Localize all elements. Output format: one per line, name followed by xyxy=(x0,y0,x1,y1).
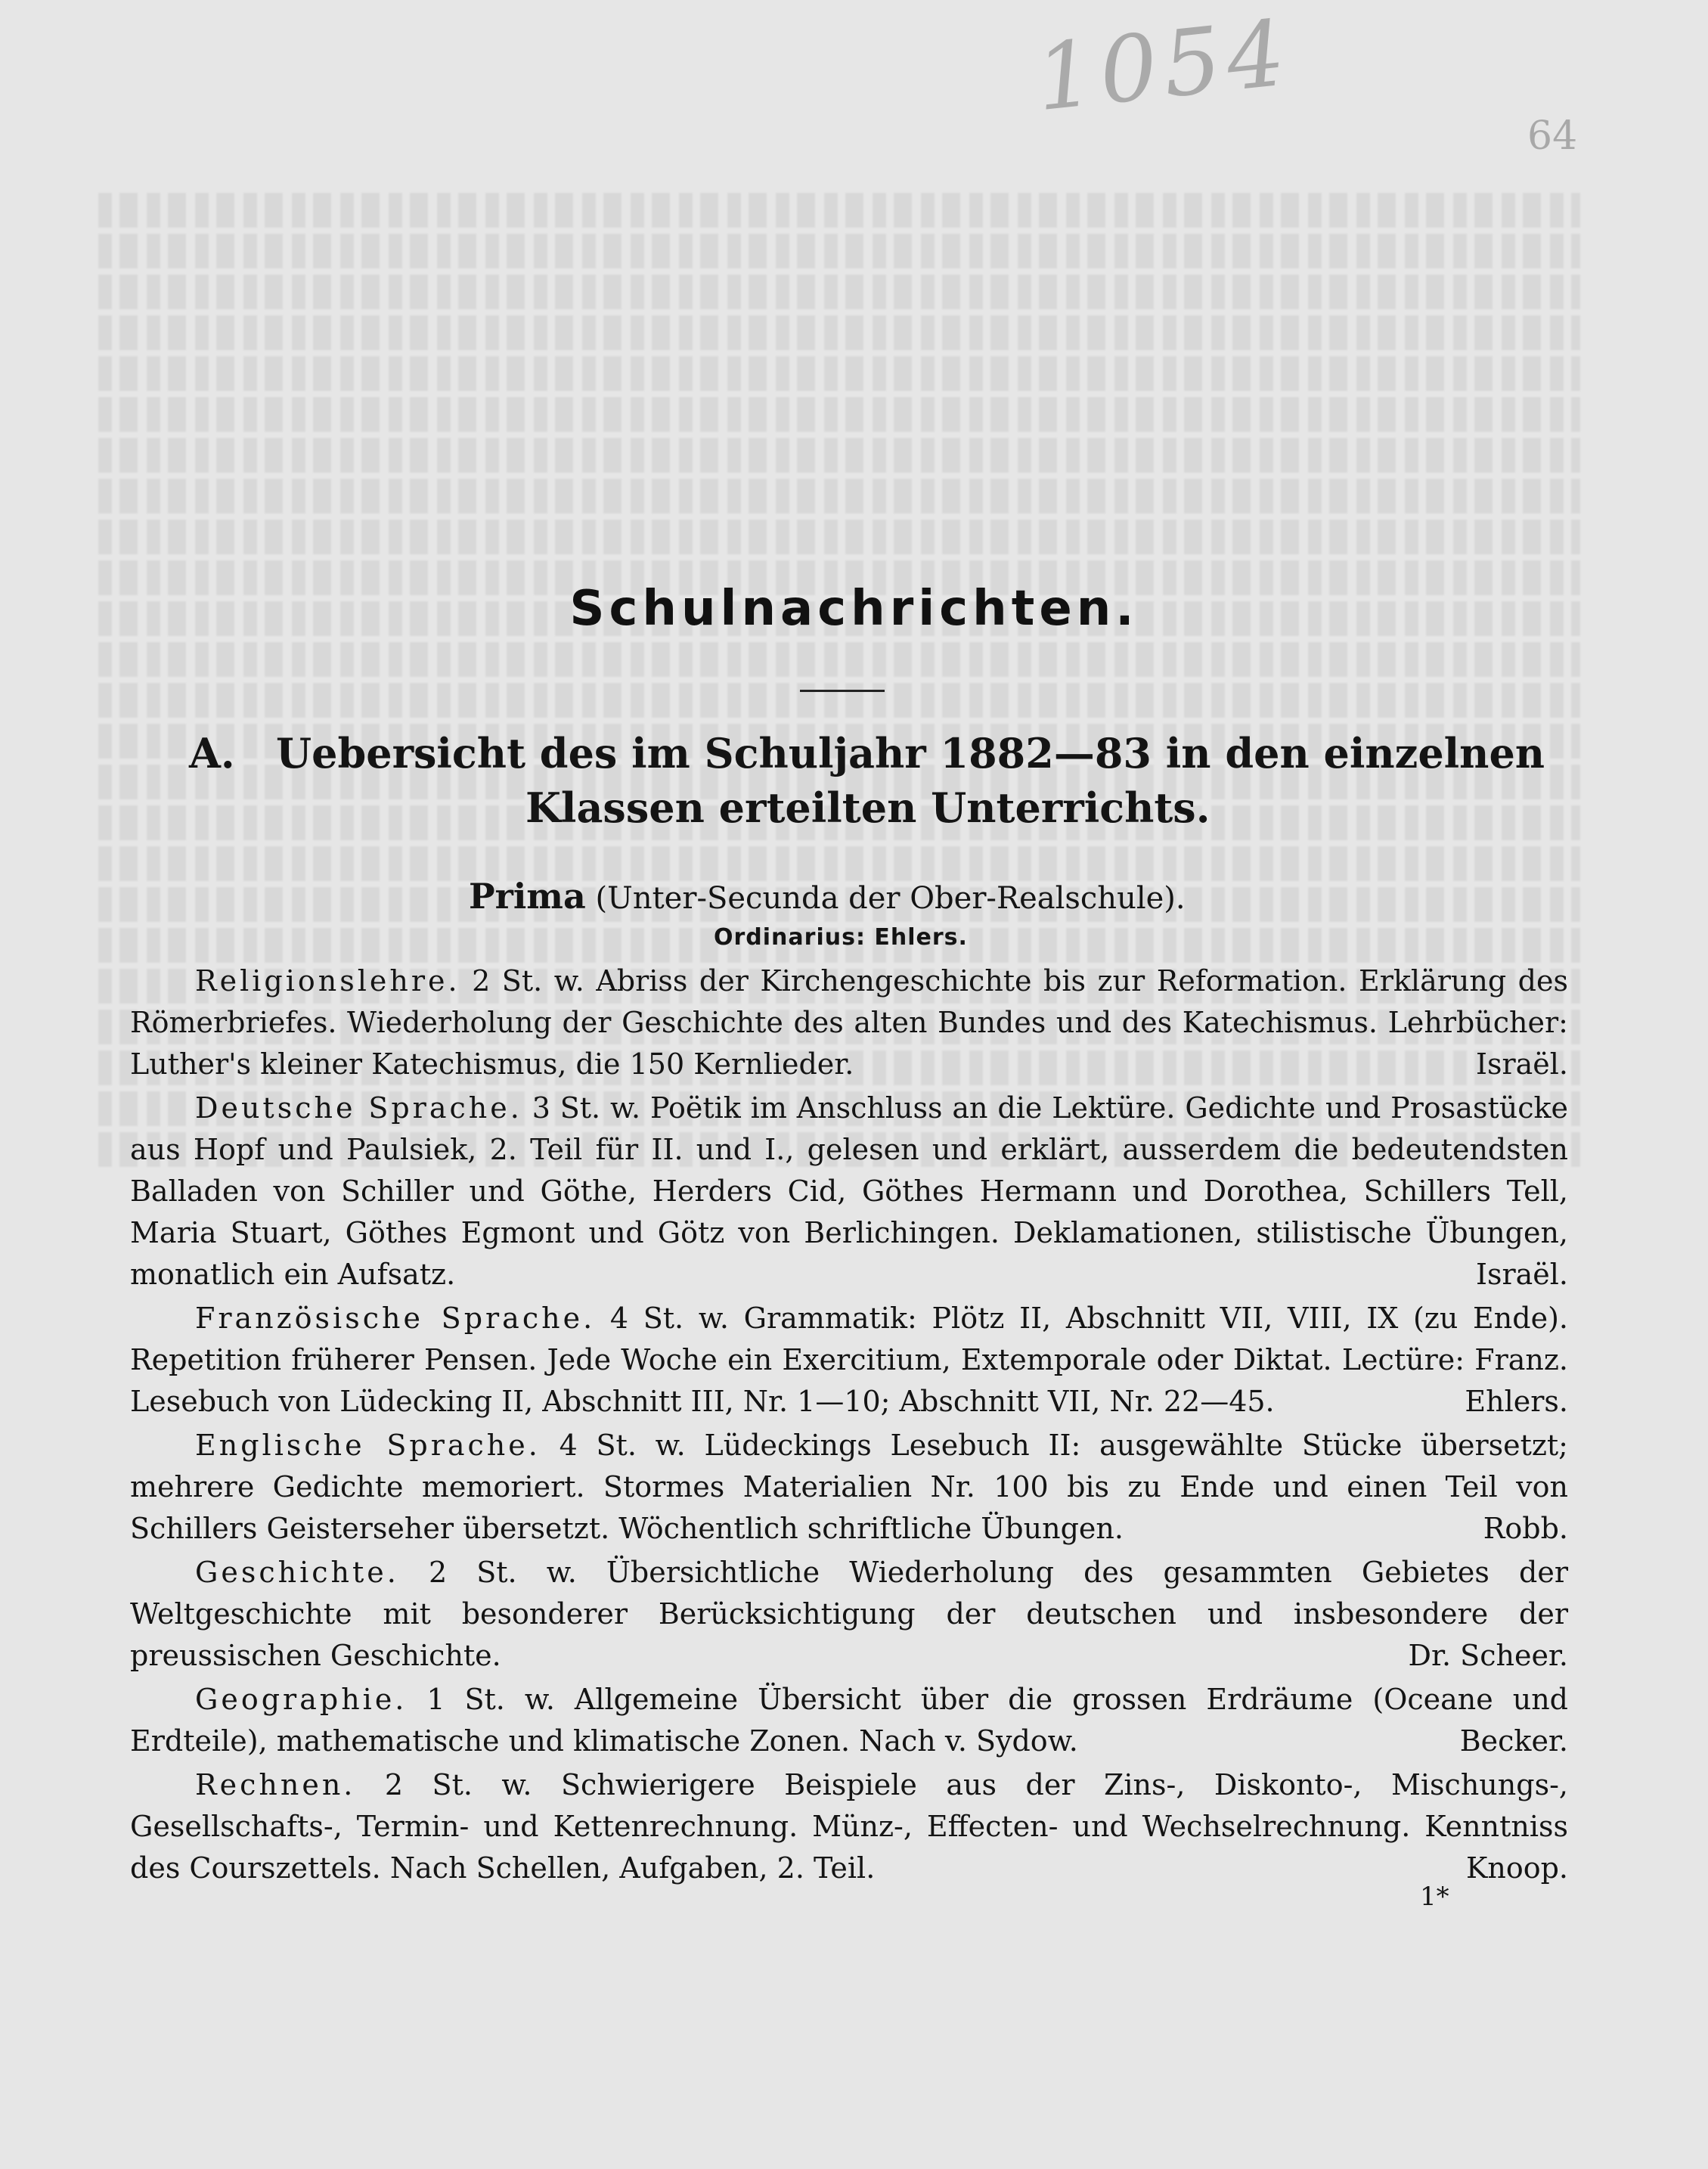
subject-entry-rechnen xyxy=(130,1764,1568,1889)
subject-text: 2 St. w. Schwierigere Beispiele aus der Zins-, Diskonto-, Mischungs-, Gesellschafts-, Termin- und Kettenrechnung. Münz-, Effecten- und Wechselrechnung. Kenntniss des Courszettels. Nach Schellen, Aufgaben, 2. Teil. xyxy=(130,1768,1568,1885)
section-letter: A. xyxy=(189,729,235,777)
teacher-name: Israël. xyxy=(1475,1047,1568,1081)
section-heading xyxy=(189,726,1550,835)
page-title: Schulnachrichten. xyxy=(569,581,1139,637)
subject-name: Religionslehre. xyxy=(195,964,460,998)
corner-page-mark: 64 xyxy=(1527,113,1578,159)
title-divider xyxy=(800,690,885,692)
class-name: Prima xyxy=(469,876,586,917)
subject-text: 1 St. w. Allgemeine Übersicht über die grossen Erdräume (Oceane und Erdteile), mathematische und klimatische Zonen. Nach v. Sydow. xyxy=(130,1683,1568,1758)
subject-entry-religion xyxy=(130,960,1568,1085)
class-subtitle: (Unter-Secunda der Ober-Realschule). xyxy=(595,881,1186,916)
subject-entry-deutsch xyxy=(130,1088,1568,1296)
signature-mark: 1* xyxy=(1420,1882,1449,1912)
subject-text: 2 St. w. Abriss der Kirchengeschichte bis zur Reformation. Erklärung des Römerbriefes. Wiederholung der Geschichte des alten Bundes und des Katechismus. Lehrbücher: Luther's kleiner Katechismus, die 150 Kernlieder. xyxy=(130,964,1568,1081)
class-heading xyxy=(469,876,1186,917)
subject-name: Geschichte. xyxy=(195,1556,399,1589)
teacher-name: Becker. xyxy=(1459,1724,1568,1758)
subject-text: 3 St. w. Poëtik im Anschluss an die Lektüre. Gedichte und Prosastücke aus Hopf und Paulsiek, 2. Teil für II. und I., gelesen und erklärt, ausserdem die bedeutendsten Balladen von Schiller und Göthe, Herders Cid, Göthes Hermann und Dorothea, Schillers Tell, Maria Stuart, Göthes Egmont und Götz von Berlichingen. Deklamationen, stilistische Übungen, monatlich ein Aufsatz. xyxy=(130,1091,1568,1291)
teacher-name: Ehlers. xyxy=(1465,1385,1568,1418)
subject-name: Französische Sprache. xyxy=(195,1302,596,1335)
ordinarius: Ordinarius: Ehlers. xyxy=(714,924,968,951)
subject-entry-englisch xyxy=(130,1425,1568,1550)
subject-text: 4 St. w. Grammatik: Plötz II, Abschnitt VII, VIII, IX (zu Ende). Repetition früherer Pensen. Jede Woche ein Exercitium, Extemporale oder Diktat. Lectüre: Franz. Lesebuch von Lüdecking II, Abschnitt III, Nr. 1—10; Abschnitt VII, Nr. 22—45. xyxy=(130,1302,1568,1418)
section-heading-line2: Klassen erteilten Unterrichts. xyxy=(525,784,1210,832)
teacher-name: Knoop. xyxy=(1465,1851,1568,1885)
subject-text: 4 St. w. Lüdeckings Lesebuch II: ausgewählte Stücke übersetzt; mehrere Gedichte memoriert. Stormes Materialien Nr. 100 bis zu Ende und einen Teil von Schillers Geisterseher übersetzt. Wöchentlich schriftliche Übungen. xyxy=(130,1429,1568,1545)
teacher-name: Robb. xyxy=(1483,1512,1568,1545)
subject-list xyxy=(130,960,1568,1891)
teacher-name: Dr. Scheer. xyxy=(1408,1639,1568,1672)
subject-entry-geographie xyxy=(130,1679,1568,1762)
subject-name: Englische Sprache. xyxy=(195,1429,541,1462)
teacher-name: Israël. xyxy=(1475,1258,1568,1291)
subject-entry-franzoesisch xyxy=(130,1298,1568,1423)
subject-text: 2 St. w. Übersichtliche Wiederholung des gesammten Gebietes der Weltgeschichte mit besonderer Berücksichtigung der deutschen und insbesondere der preussischen Geschichte. xyxy=(130,1556,1568,1672)
subject-name: Geographie. xyxy=(195,1683,408,1716)
subject-name: Rechnen. xyxy=(195,1768,356,1801)
subject-name: Deutsche Sprache. xyxy=(195,1091,522,1125)
subject-entry-geschichte xyxy=(130,1552,1568,1677)
section-heading-line1: Uebersicht des im Schuljahr 1882—83 in den einzelnen xyxy=(276,729,1545,777)
handwritten-number: 1054 xyxy=(1031,0,1296,132)
